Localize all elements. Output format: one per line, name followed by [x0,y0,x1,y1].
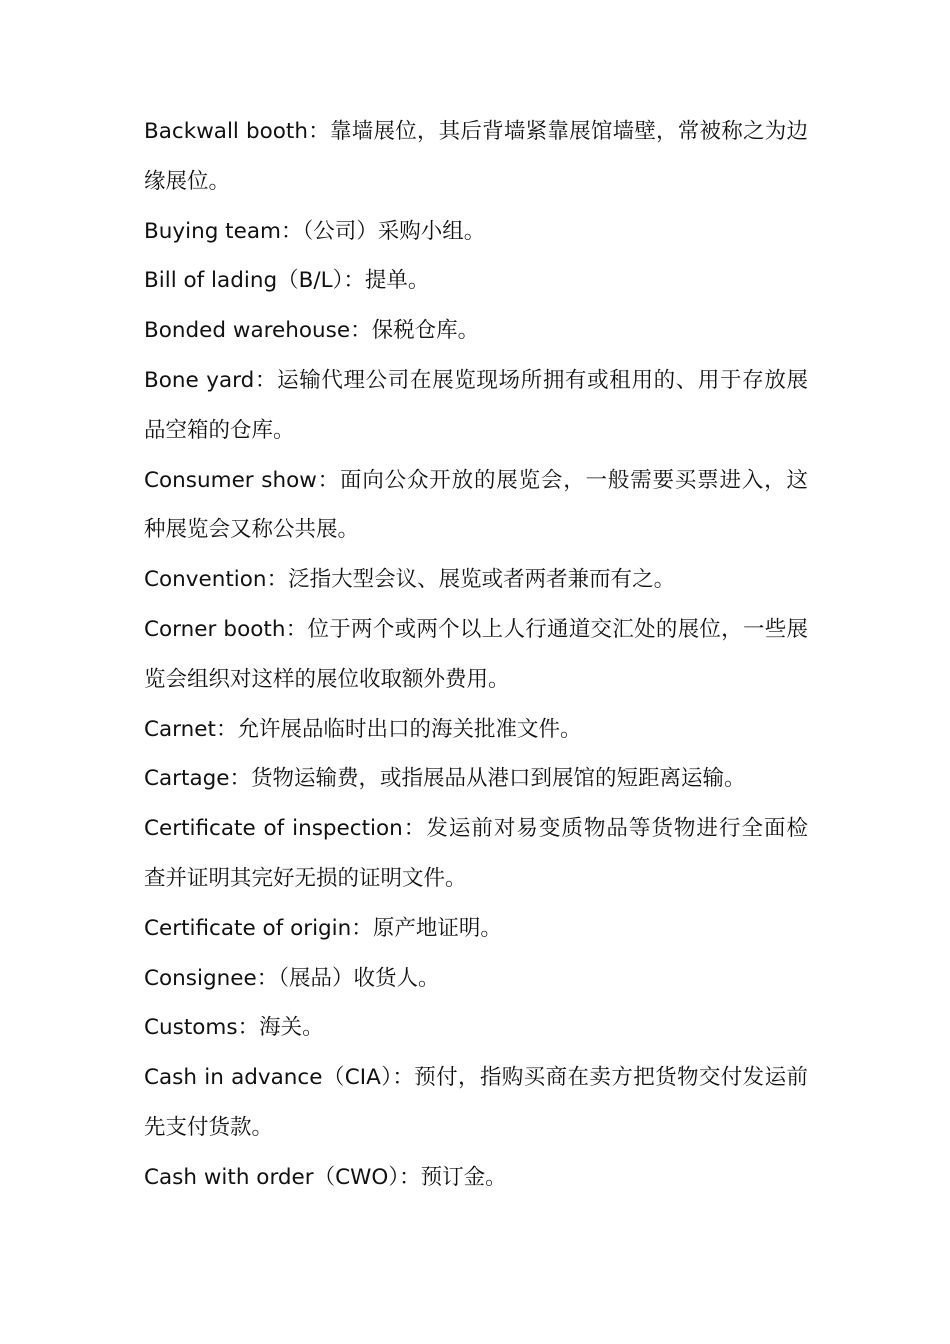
glossary-entry [144,256,808,306]
glossary-separator: ： [350,318,372,344]
glossary-separator: ： [392,1065,415,1091]
glossary-term: Carnet [144,716,216,742]
glossary-entry [144,555,808,605]
glossary-separator: ： [237,1015,260,1041]
glossary-entry [144,904,808,954]
glossary-entry [144,207,808,257]
glossary-separator: ： [280,218,303,244]
glossary-term: Consignee [144,965,257,991]
glossary-entry [144,306,808,356]
glossary-definition: 海关。 [259,1015,324,1041]
glossary-definition: 原产地证明。 [372,915,502,941]
glossary-entry [144,356,808,456]
glossary-separator: ： [229,766,252,792]
glossary-entry [144,456,808,556]
glossary-separator: ： [256,965,279,991]
glossary-separator: ： [402,816,427,842]
glossary-term: Certificate of origin [144,915,352,941]
glossary-definition: 面向公众开放的展览会，一般需要买票进入，这种展览会又称公共展。 [144,467,808,543]
glossary-term: Bone yard [144,367,255,393]
glossary-entry [144,605,808,705]
glossary-separator: ： [266,567,289,593]
glossary-definition: 提单。 [364,268,430,294]
glossary-definition: 泛指大型会议、展览或者两者兼而有之。 [288,567,676,593]
glossary-separator: ： [316,467,341,493]
glossary-definition: 保税仓库。 [371,318,480,344]
glossary-separator: ： [285,616,308,642]
glossary-entry [144,1053,808,1153]
glossary-entry [144,954,808,1004]
glossary-separator: ： [254,367,278,393]
glossary-separator: ： [215,716,238,742]
glossary-term: Cartage [144,766,230,792]
glossary-definition: 发运前对易变质物品等货物进行全面检查并证明其完好无损的证明文件。 [144,816,808,891]
glossary-definition: 货物运输费，或指展品从港口到展馆的短距离运输。 [251,766,746,792]
glossary-definition: 预付，指购买商在卖方把货物交付发运前先支付货款。 [144,1065,808,1140]
glossary-definition: 运输代理公司在展览现场所拥有或租用的、用于存放展品空箱的仓库。 [144,367,808,443]
glossary-term: Bill of lading（B/L） [144,268,344,294]
glossary-list [144,107,808,1203]
glossary-term: Cash in advance（CIA） [144,1065,393,1091]
glossary-definition: 位于两个或两个以上人行通道交汇处的展位，一些展览会组织对这样的展位收取额外费用。 [144,616,808,692]
glossary-separator: ： [399,1164,421,1190]
glossary-term: Corner booth [144,616,286,642]
glossary-term: Cash with order（CWO） [144,1164,400,1190]
glossary-entry [144,107,808,207]
glossary-separator: ： [343,268,365,294]
glossary-term: Bonded warehouse [144,318,351,344]
glossary-separator: ： [351,915,373,941]
glossary-entry [144,754,808,804]
glossary-term: Certificate of inspection [144,816,403,842]
glossary-term: Convention [144,567,267,593]
glossary-definition: 允许展品临时出口的海关批准文件。 [237,716,582,742]
glossary-entry [144,1153,808,1203]
glossary-definition: 靠墙展位，其后背墙紧靠展馆墙壁，常被称之为边缘展位。 [144,119,808,194]
glossary-entry [144,1003,808,1053]
glossary-entry [144,804,808,904]
glossary-definition: （展品）收货人。 [278,965,440,991]
glossary-term: Backwall booth [144,119,308,144]
glossary-definition: （公司）采购小组。 [302,218,486,244]
glossary-term: Consumer show [144,467,317,493]
glossary-separator: ： [308,119,330,144]
glossary-definition: 预订金。 [420,1164,507,1190]
glossary-entry [144,705,808,755]
glossary-term: Customs [144,1015,238,1041]
glossary-term: Buying team [144,218,281,244]
